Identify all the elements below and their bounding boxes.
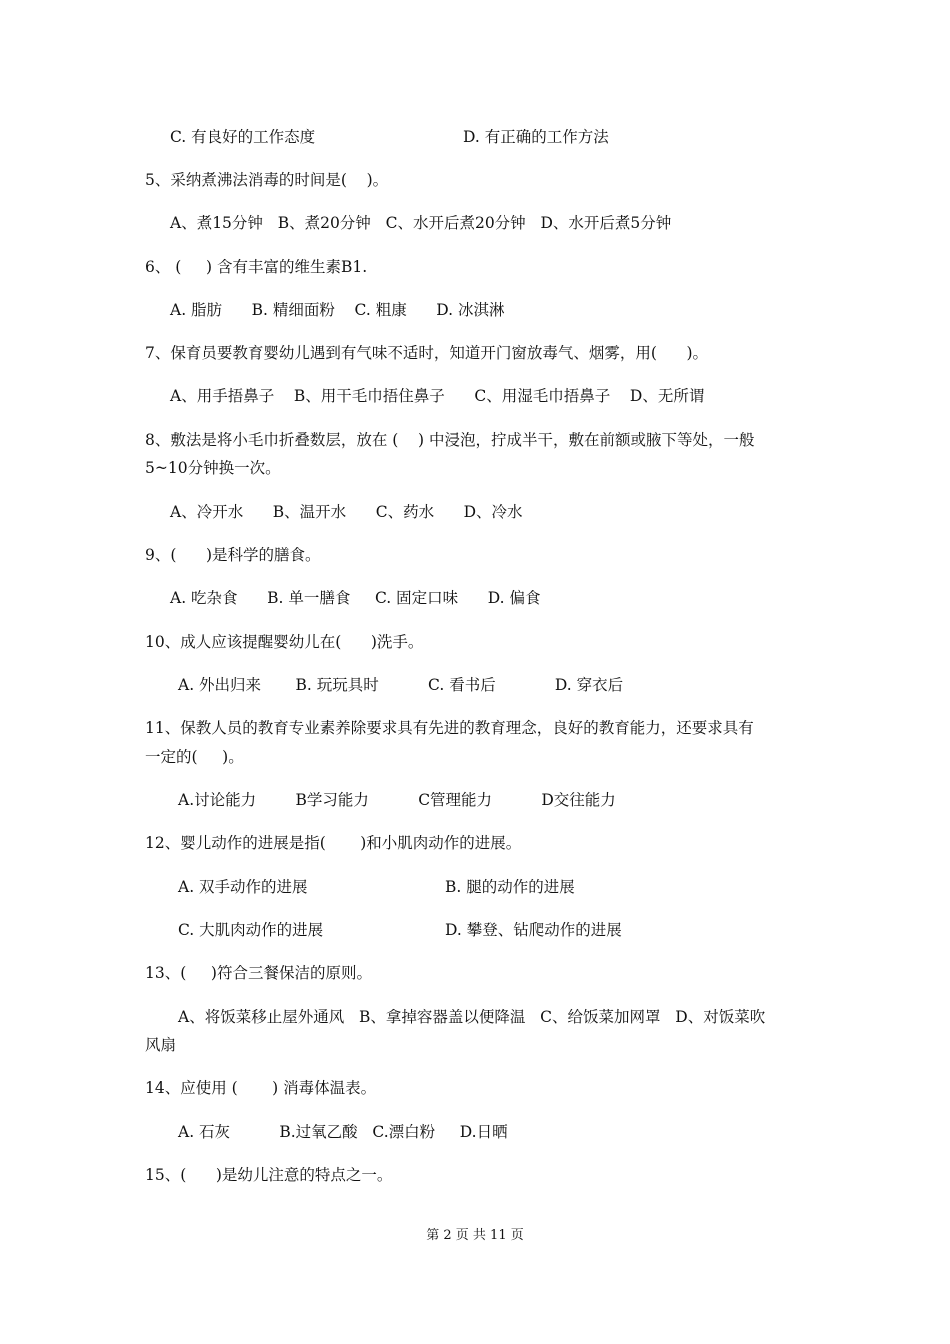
question-11-line-1: 11、保教人员的教育专业素养除要求具有先进的教育理念，良好的教育能力，还要求具有 xyxy=(145,719,754,737)
q4-option-d: D. 有正确的工作方法 xyxy=(463,128,609,146)
question-12: 12、婴儿动作的进展是指( )和小肌肉动作的进展。 xyxy=(145,834,522,852)
question-8-options: A、冷开水 B、温开水 C、药水 D、冷水 xyxy=(170,503,523,521)
question-13: 13、( )符合三餐保洁的原则。 xyxy=(145,964,372,982)
question-14-options: A. 石灰 B.过氧乙酸 C.漂白粉 D.日晒 xyxy=(178,1123,508,1141)
question-8-line-1: 8、敷法是将小毛巾折叠数层，放在 ( ) 中浸泡，拧成半干，敷在前额或腋下等处，一般 xyxy=(145,431,755,449)
question-11-options: A.讨论能力 B学习能力 C管理能力 D交往能力 xyxy=(178,791,616,809)
question-10-options: A. 外出归来 B. 玩玩具时 C. 看书后 D. 穿衣后 xyxy=(178,676,624,694)
question-13-options: A、将饭菜移止屋外通风 B、拿掉容器盖以便降温 C、给饭菜加网罩 D、对饭菜吹 xyxy=(178,1008,766,1026)
question-9-options: A. 吃杂食 B. 单一膳食 C. 固定口味 D. 偏食 xyxy=(170,589,541,607)
question-9: 9、( )是科学的膳食。 xyxy=(145,546,321,564)
question-14: 14、应使用 ( ) 消毒体温表。 xyxy=(145,1079,377,1097)
question-5-options: A、煮15分钟 B、煮20分钟 C、水开后煮20分钟 D、水开后煮5分钟 xyxy=(170,214,672,232)
q4-option-c: C. 有良好的工作态度 xyxy=(170,128,316,146)
question-6: 6、 ( ) 含有丰富的维生素B1. xyxy=(145,258,368,276)
question-6-options: A. 脂肪 B. 精细面粉 C. 粗康 D. 冰淇淋 xyxy=(170,301,505,319)
question-13-options-wrap: 风扇 xyxy=(145,1036,177,1054)
question-5: 5、采纳煮沸法消毒的时间是( )。 xyxy=(145,171,389,189)
question-8-line-2: 5~10分钟换一次。 xyxy=(145,459,281,477)
question-11-line-2: 一定的( )。 xyxy=(145,748,244,766)
q12-option-a: A. 双手动作的进展 xyxy=(178,878,308,896)
q12-option-d: D. 攀登、钻爬动作的进展 xyxy=(445,921,622,939)
question-10: 10、成人应该提醒婴幼儿在( )洗手。 xyxy=(145,633,424,651)
question-15: 15、( )是幼儿注意的特点之一。 xyxy=(145,1166,393,1184)
page-number-footer: 第 2 页 共 11 页 xyxy=(426,1228,524,1243)
question-7: 7、保育员要教育婴幼儿遇到有气味不适时，知道开门窗放毒气、烟雾，用( )。 xyxy=(145,344,709,362)
q12-option-b: B. 腿的动作的进展 xyxy=(445,878,575,896)
question-7-options: A、用手捂鼻子 B、用干毛巾捂住鼻子 C、用湿毛巾捂鼻子 D、无所谓 xyxy=(170,387,705,405)
q12-option-c: C. 大肌肉动作的进展 xyxy=(178,921,324,939)
